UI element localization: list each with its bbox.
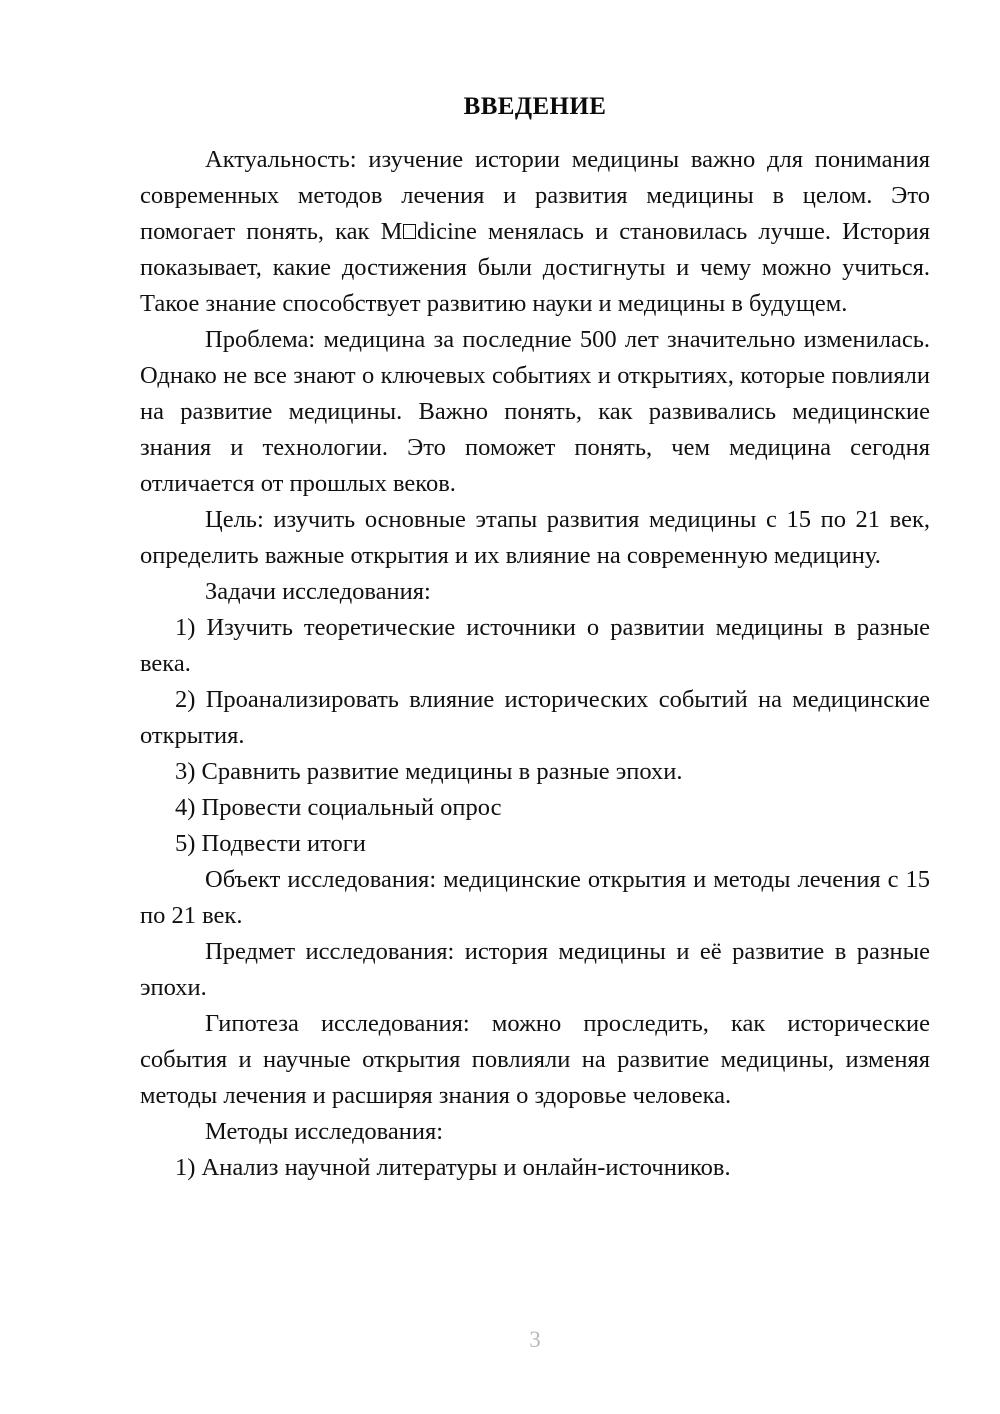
- missing-glyph-icon: [403, 224, 416, 239]
- paragraph-problem: Проблема: медицина за последние 500 лет значительно изменилась. Однако не все знают о ключевых событиях и открытиях, которые повлияли на развитие медицины. Важно понять, как развивались медицинские знания и технологии. Это поможет понять, чем медицина сегодня отличается от прошлых веков.: [140, 326, 930, 497]
- page-content: [140, 0, 930, 1186]
- relevance-text-before-tofu: Актуальность: изучение истории медицины важно для понимания современных методов лечения и развития медицины в целом. Это помогает понять, как M: [140, 146, 930, 245]
- tasks-label: Задачи исследования:: [205, 578, 431, 605]
- list-item: 5) Подвести итоги: [175, 830, 366, 857]
- page-number: 3: [529, 1327, 541, 1352]
- paragraph-relevance: [140, 142, 930, 322]
- relevance-text-after-tofu: dicine менялась и становилась лучше. История показывает, какие достижения были достигнуты и чему можно учиться. Такое знание способствует развитию науки и медицины в будущем.: [140, 218, 930, 317]
- paragraph-object: Объект исследования: медицинские открытия и методы лечения с 15 по 21 век.: [140, 866, 930, 929]
- paragraph-subject: Предмет исследования: история медицины и её развитие в разные эпохи.: [140, 938, 930, 1001]
- list-item: 2) Проанализировать влияние исторических событий на медицинские открытия.: [140, 686, 930, 749]
- list-item: 4) Провести социальный опрос: [175, 794, 502, 821]
- list-item: 1) Анализ научной литературы и онлайн-источников.: [175, 1154, 731, 1181]
- paragraph-hypothesis: Гипотеза исследования: можно проследить, как исторические события и научные открытия повлияли на развитие медицины, изменяя методы лечения и расширяя знания о здоровье человека.: [140, 1010, 930, 1109]
- list-item: 1) Изучить теоретические источники о развитии медицины в разные века.: [140, 614, 930, 677]
- methods-label: Методы исследования:: [205, 1118, 444, 1145]
- paragraph-goal: Цель: изучить основные этапы развития медицины с 15 по 21 век, определить важные открытия и их влияние на современную медицину.: [140, 506, 930, 569]
- page-title: ВВЕДЕНИЕ: [463, 93, 607, 120]
- list-item: 3) Сравнить развитие медицины в разные эпохи.: [175, 758, 683, 785]
